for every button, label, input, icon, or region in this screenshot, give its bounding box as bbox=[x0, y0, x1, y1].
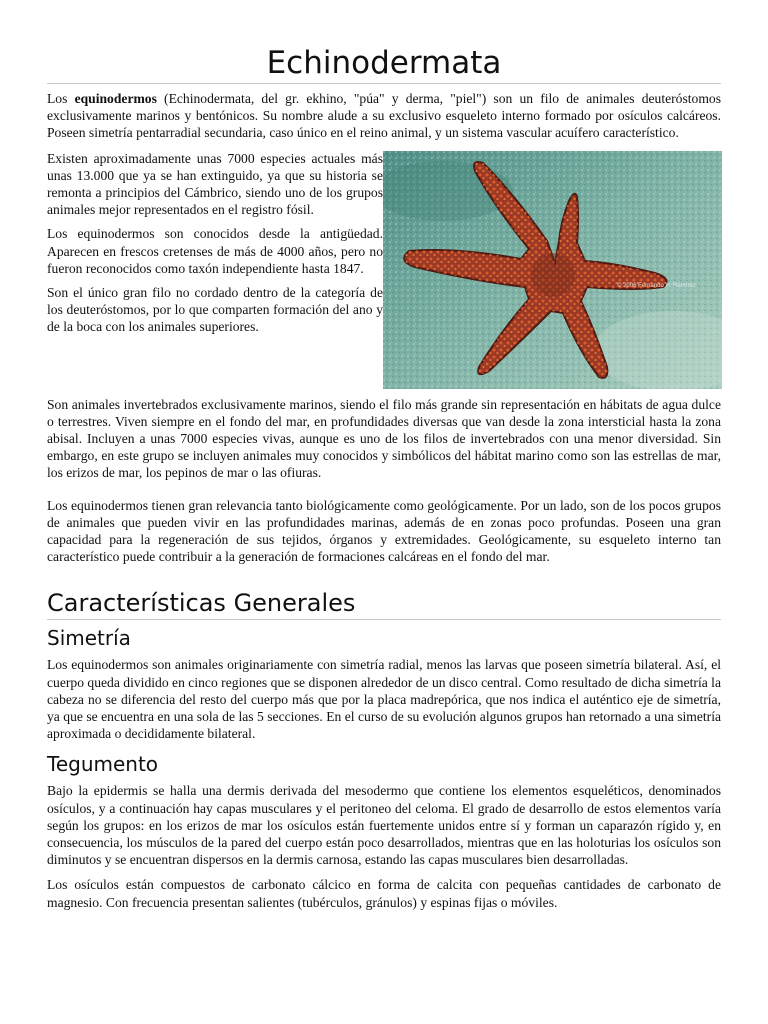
section-heading: Características Generales bbox=[47, 589, 356, 618]
paragraph-tegumento-2: Los osículos están compuestos de carbonato cálcico en forma de calcita con pequeñas cantidades de carbonato de magnesio. Con frecuencia presentan salientes (tubérculos, gránulos) y espinas fijas o móviles. bbox=[47, 877, 721, 910]
paragraph-habitat: Son animales invertebrados exclusivamente marinos, siendo el filo más grande sin representación en hábitats de agua dulce o terrestres. Viven siempre en el fondo del mar, en profundidades diversas que van desde la zona intersticial hasta la zona abisal. Incluyen a unas 7000 especies vivas, aunque es uno de los filos de invertebrados con una menor diversidad. Sin embargo, en este grupo se incluyen animales muy conocidos y simbólicos del hábitat marino como son las estrellas de mar, los erizos de mar, los pepinos de mar o las ofiuras. bbox=[47, 396, 721, 481]
paragraph-tegumento-1: Bajo la epidermis se halla una dermis derivada del mesodermo que contiene los elementos esqueléticos, denominados osículos, y a continuación hay capas musculares y el peritoneo del celoma. El grado de desarrollo de estos elementos varía según los grupos: en los erizos de mar los osículos están fuertemente unidos entre sí y forman un caparazón rígido y, en consecuencia, los músculos de la pared del cuerpo están poco desarrollados, mientras que en las holoturias los osículos son diminutos y se encuentran dispersos en la dermis carnosa, estando las capas musculares bien desarrolladas. bbox=[47, 783, 721, 868]
starfish-photo bbox=[383, 151, 722, 389]
section-divider bbox=[47, 619, 721, 620]
intro-prefix: Los bbox=[47, 91, 75, 106]
side-paragraph-3: Son el único gran filo no cordado dentro de la categoría de los deuteróstomos, por lo que comparten formación del ano y de la boca con los animales superiores. bbox=[47, 285, 383, 335]
page-title: Echinodermata bbox=[266, 45, 502, 81]
side-paragraph-2: Los equinodermos son conocidos desde la antigüedad. Aparecen en frescos cretenses de más de 4000 años, pero no fueron reconocidos como taxón independiente hasta 1847. bbox=[47, 226, 383, 276]
side-paragraph-1: Existen aproximadamente unas 7000 especies actuales más unas 13.000 que ya se han extinguido, ya que su historia se remonta a principios del Cámbrico, siendo uno de los grupos animales mejor representados en el registro fósil. bbox=[47, 150, 383, 218]
subheading-simetria: Simetría bbox=[47, 626, 131, 651]
side-text-column bbox=[47, 150, 383, 389]
intro-text: (Echinodermata, del gr. ekhino, "púa" y derma, "piel") son un filo de animales deuteróstomos exclusivamente marinos y bentónicos. Su nombre alude a su exclusivo esqueleto interno formado por osículos calcáreos. Poseen simetría pentarradial secundaria, caso único en el reino animal, y un sistema vascular acuífero característico. bbox=[47, 91, 721, 141]
title-divider bbox=[47, 83, 721, 84]
intro-paragraph bbox=[47, 90, 721, 142]
paragraph-relevance: Los equinodermos tienen gran relevancia tanto biológicamente como geológicamente. Por un lado, son de los pocos grupos de animales que pueden vivir en las profundidades marinas, además de en zonas poco profundas. Poseen una gran capacidad para la regeneración de sus tejidos, órganos y extremidades. Geológicamente, su esqueleto interno tan característico puede contribuir a la generación de formaciones calcáreas en el fondo del mar. bbox=[47, 497, 721, 565]
intro-bold-term: equinodermos bbox=[74, 91, 157, 106]
text-with-photo bbox=[47, 150, 721, 389]
subheading-tegumento: Tegumento bbox=[47, 752, 159, 777]
paragraph-simetria: Los equinodermos son animales originariamente con simetría radial, menos las larvas que poseen simetría bilateral. Así, el cuerpo queda dividido en cinco regiones que se disponen alrededor de un disco central. Como resultado de dicha simetría la cabeza no se diferencia del resto del cuerpo más que por la placa madrepórica, que nos indica el auténtico eje de simetría, ya que se encuentra en una sola de las 5 secciones. En el curso de su evolución algunos grupos han retornado a una simetría aproximada o decididamente bilateral. bbox=[47, 657, 721, 742]
photo-credit: © 2006 Fernando H. Ramírez bbox=[617, 282, 696, 289]
